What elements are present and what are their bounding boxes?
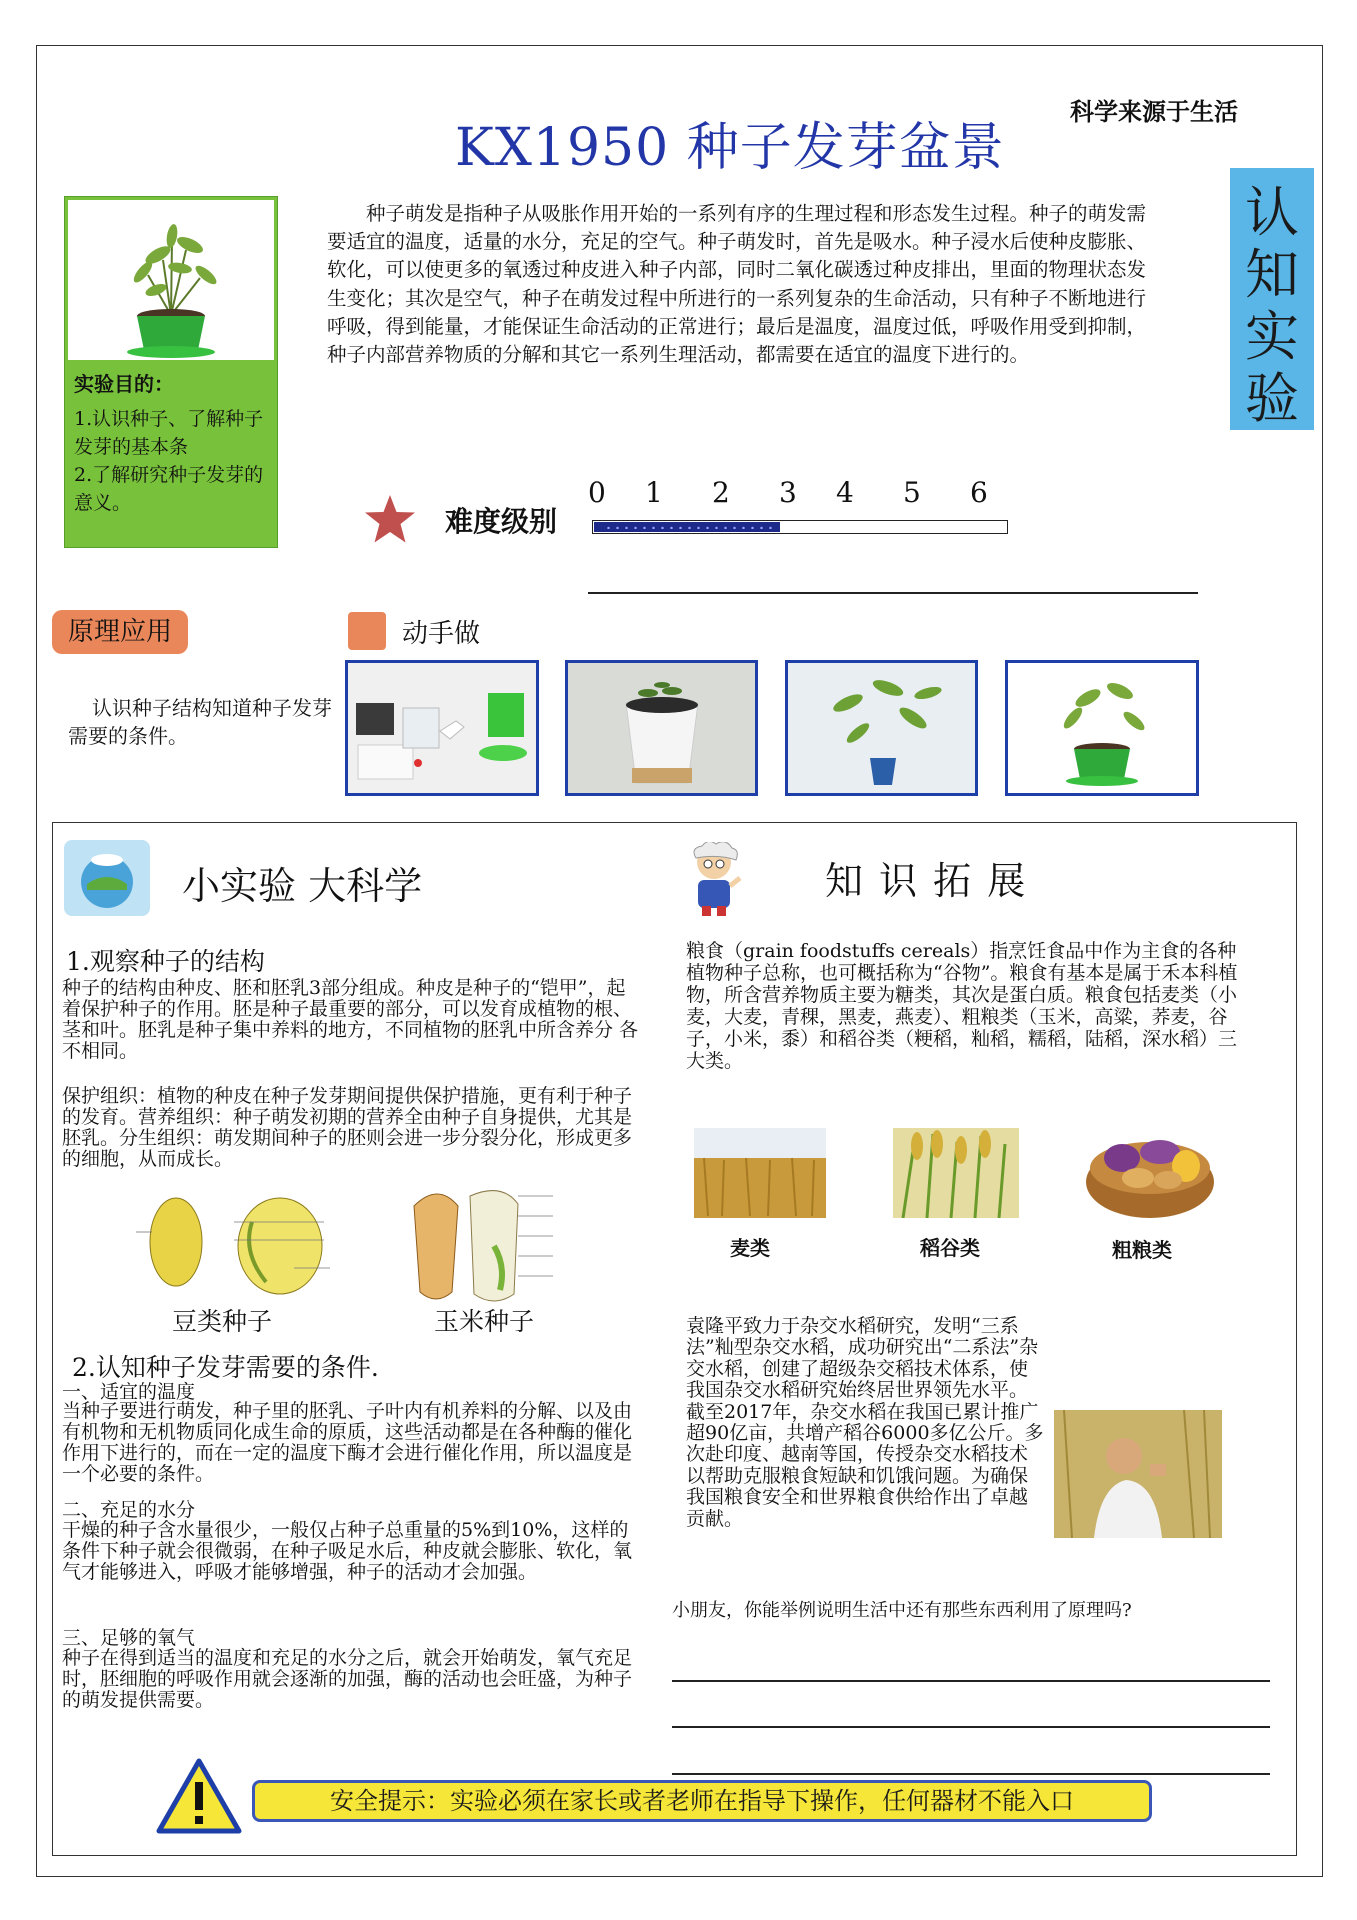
page-title: KX1950 种子发芽盆景 — [455, 118, 1005, 178]
corn-seed-diagram — [408, 1186, 558, 1306]
scale-tick: 3 — [779, 476, 797, 509]
scale-tick: 2 — [712, 476, 730, 509]
coarse-grains-caption: 粗粮类 — [1112, 1238, 1172, 1262]
section-divider — [588, 592, 1198, 594]
rice-image — [893, 1128, 1019, 1218]
scale-tick: 1 — [645, 476, 663, 509]
knowledge-title: 知 识 拓 展 — [825, 859, 1028, 903]
principle-label: 原理应用 — [52, 610, 188, 654]
question-text: 小朋友，你能举例说明生活中还有那些东西利用了原理吗? — [672, 1600, 1132, 1621]
grain-paragraph: 粮食（grain foodstuffs cereals）指烹饪食品中作为主食的各种植物种子总称，也可概括称为“谷物”。粮食有基本是属于禾本科植物，所含营养物质主要为糖类，其次是蛋白质。粮食包括麦类（小麦，大麦，青稞，黑麦，燕麦）、粗粮类（玉米，高粱，荞麦，谷子，小米，黍）和稻谷类（粳稻，籼稻，糯稻，陆稻，深水稻）三大类。 — [686, 940, 1238, 1072]
section-1-paragraph-2: 保护组织：植物的种皮在种子发芽期间提供保护措施，更有利于种子的发育。营养组织：种子萌发初期的营养全由种子自身提供，尤其是胚乳。分生组织：萌发期间种子的胚则会进一步分裂分化，形成更多的细胞，从而成长。 — [62, 1085, 633, 1170]
difficulty-bar-fill — [594, 522, 780, 532]
tagline: 科学来源于生活 — [1070, 97, 1238, 126]
hands-on-label: 动手做 — [402, 619, 481, 649]
difficulty-bar — [592, 520, 1008, 534]
section-1-title: 1.观察种子的结构 — [66, 947, 265, 976]
answer-line[interactable] — [672, 1773, 1270, 1775]
yuan-longping-text: 袁隆平致力于杂交水稻研究，发明“三系法”籼型杂交水稻，成功研究出“二系法”杂交水稻，创建了超级杂交稻技术体系，使我国杂交水稻研究始终居世界领先水平。截至2017年，杂交水稻在我国已累计推广超90亿亩，共增产稻谷6000多亿公斤。多次赴印度、越南等国，传授杂交水稻技术以帮助克服粮食短缺和饥饿问题。为确保我国粮食安全和世界粮食供给作出了卓越贡献。 — [686, 1315, 1044, 1530]
condition-1-text: 当种子要进行萌发，种子里的胚乳、子叶内有机养料的分解、以及由有机物和无机物质同化成生命的原质，这些活动都是在各种酶的催化作用下进行的，而在一定的温度下酶才会进行催化作用，所以温度是一个必要的条件。 — [62, 1400, 633, 1485]
condition-2-text: 干燥的种子含水量很少，一般仅占种子总重量的5%到10%，这样的条件下种子就会很微弱，在种子吸足水后，种皮就会膨胀、软化，氧气才能够进入，呼吸才能够增强，种子的活动才会加强。 — [62, 1519, 633, 1583]
bean-seed-caption: 豆类种子 — [172, 1307, 273, 1336]
bean-seed-diagram — [134, 1192, 334, 1302]
difficulty-scale — [588, 476, 1008, 510]
scale-tick: 5 — [903, 476, 921, 509]
step-1-materials-image — [345, 660, 539, 796]
wheat-caption: 麦类 — [730, 1236, 770, 1260]
wheat-image — [694, 1128, 826, 1218]
step-4-result-image — [1005, 660, 1199, 796]
side-tag-text: 认知实验 — [1245, 181, 1299, 430]
answer-line[interactable] — [672, 1680, 1270, 1682]
star-icon — [364, 494, 416, 544]
scale-tick: 0 — [588, 476, 606, 509]
principle-text: 认识种子结构知道种子发芽需要的条件。 — [68, 696, 332, 748]
section-2-title: 2.认知种子发芽需要的条件. — [72, 1353, 379, 1382]
condition-2-title: 二、充足的水分 — [62, 1499, 196, 1521]
difficulty-label: 难度级别 — [445, 505, 558, 538]
coarse-grains-image — [1082, 1122, 1218, 1222]
experiment-title: 小实验 大科学 — [182, 864, 423, 908]
warning-icon — [156, 1758, 242, 1834]
scale-tick: 6 — [970, 476, 988, 509]
rice-caption: 稻谷类 — [920, 1236, 980, 1260]
hands-on-marker — [348, 612, 386, 650]
safety-notice: 安全提示：实验必须在家长或者老师在指导下操作，任何器材不能入口 — [252, 1780, 1152, 1822]
scale-tick: 4 — [836, 476, 854, 509]
condition-3-title: 三、足够的氧气 — [62, 1627, 196, 1649]
potted-plant-image — [68, 200, 274, 360]
condition-3-text: 种子在得到适当的温度和充足的水分之后，就会开始萌发，氧气充足时，胚细胞的呼吸作用就会逐渐的加强，酶的活动也会旺盛，为种子的萌发提供需要。 — [62, 1647, 633, 1711]
answer-line[interactable] — [672, 1726, 1270, 1728]
yuan-longping-photo — [1054, 1410, 1222, 1538]
intro-paragraph: 种子萌发是指种子从吸胀作用开始的一系列有序的生理过程和形态发生过程。种子的萌发需要适宜的温度，适量的水分，充足的空气。种子萌发时，首先是吸水。种子浸水后使种皮膨胀、软化，可以使更多的氧透过种皮进入种子内部，同时二氧化碳透过种皮排出，里面的物理状态发生变化；其次是空气，种子在萌发过程中所进行的一系列复杂的生命活动，只有种子不断地进行呼吸，得到能量，才能保证生命活动的正常进行；最后是温度，温度过低，呼吸作用受到抑制，种子内部营养物质的分解和其它一系列生理活动，都需要在适宜的温度下进行的。 — [327, 202, 1147, 367]
globe-icon — [62, 838, 152, 918]
section-1-paragraph-1: 种子的结构由种皮、胚和胚乳3部分组成。种皮是种子的“铠甲”，起着保护种子的作用。胚是种子最重要的部分，可以发育成植物的根、茎和叶。胚乳是种子集中养料的地方，不同植物的胚乳中所含养分 各不相同。 — [62, 977, 639, 1062]
side-tag — [1230, 168, 1314, 430]
yuan-longping-paragraph — [686, 1316, 1214, 1542]
condition-1-title: 一、适宜的温度 — [62, 1381, 196, 1403]
goal-title: 实验目的： — [74, 372, 174, 396]
corn-seed-caption: 玉米种子 — [434, 1307, 535, 1336]
step-2-sprouting-image — [565, 660, 758, 796]
scientist-icon — [688, 842, 746, 918]
step-3-seedling-image — [785, 660, 978, 796]
goal-text: 1.认识种子、了解种子发芽的基本条 2.了解研究种子发芽的意义。 — [74, 408, 264, 514]
